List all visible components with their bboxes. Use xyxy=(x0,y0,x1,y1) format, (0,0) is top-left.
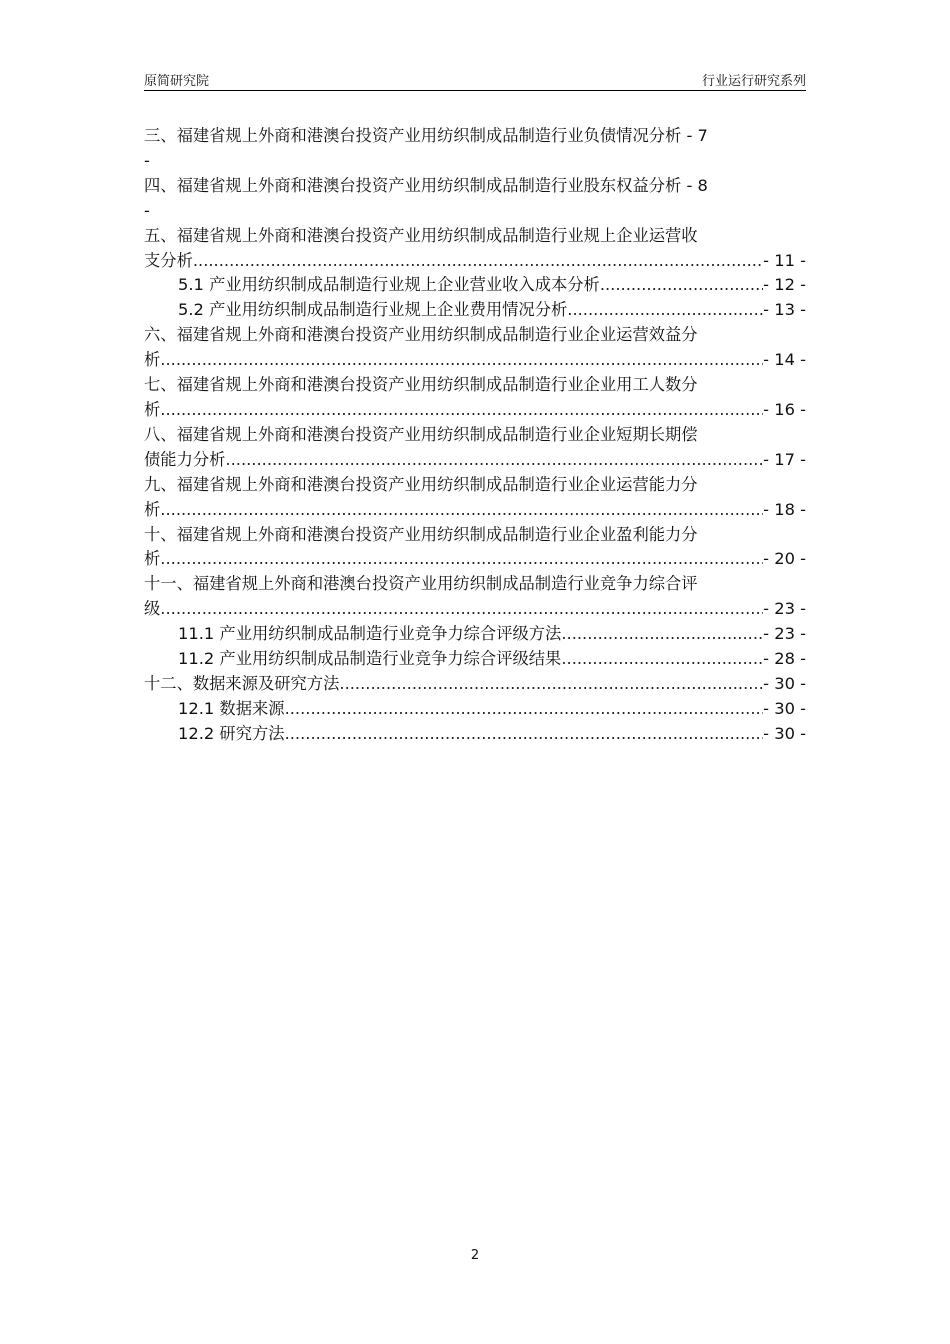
toc-entry-4[interactable] xyxy=(144,174,806,224)
toc-page-number: - 28 - xyxy=(763,649,806,669)
toc-leader-dots xyxy=(561,647,763,672)
toc-entry-5-1[interactable] xyxy=(144,273,806,298)
header-org: 原简研究院 xyxy=(144,74,210,89)
toc-leader-dots xyxy=(285,697,764,722)
toc-entry-5[interactable] xyxy=(144,224,806,274)
toc-entry-title: 5.1 产业用纺织制成品制造行业规上企业营业收入成本分析 xyxy=(178,275,600,295)
toc-page-number: - 12 - xyxy=(763,275,806,295)
toc-leader-dots xyxy=(193,249,763,274)
toc-entry-line: - xyxy=(144,150,150,170)
toc-leader-dots xyxy=(160,398,763,423)
toc-entry-title: 12.2 研究方法 xyxy=(178,723,285,743)
toc-page-number: - 16 - xyxy=(763,399,806,419)
toc-entry-title: 支分析 xyxy=(144,250,193,270)
toc-entry-title: 十二、数据来源及研究方法 xyxy=(144,673,340,693)
toc-leader-dots xyxy=(600,273,763,298)
table-of-contents xyxy=(144,124,806,747)
toc-leader-dots xyxy=(160,348,763,373)
toc-page-number: - 20 - xyxy=(763,549,806,569)
toc-leader-dots xyxy=(567,298,763,323)
toc-page-number: - 11 - xyxy=(763,250,806,270)
toc-entry-line: 九、福建省规上外商和港澳台投资产业用纺织制成品制造行业企业运营能力分 xyxy=(144,474,698,494)
toc-entry-line: 五、福建省规上外商和港澳台投资产业用纺织制成品制造行业规上企业运营收 xyxy=(144,225,698,245)
toc-leader-dots xyxy=(285,722,764,747)
toc-page-number: - 18 - xyxy=(763,499,806,519)
toc-entry-line: 七、福建省规上外商和港澳台投资产业用纺织制成品制造行业企业用工人数分 xyxy=(144,375,698,395)
toc-leader-dots xyxy=(339,672,763,697)
toc-entry-title: 析 xyxy=(144,399,161,419)
toc-entry-8[interactable] xyxy=(144,423,806,473)
toc-entry-line: 八、福建省规上外商和港澳台投资产业用纺织制成品制造行业企业短期长期偿 xyxy=(144,424,698,444)
toc-entry-title: 析 xyxy=(144,350,161,370)
toc-entry-line: 十一、福建省规上外商和港澳台投资产业用纺织制成品制造行业竞争力综合评 xyxy=(144,574,698,594)
toc-entry-12-2[interactable] xyxy=(144,722,806,747)
toc-entry-title: 11.2 产业用纺织制成品制造行业竞争力综合评级结果 xyxy=(178,649,562,669)
toc-leader-dots xyxy=(160,597,763,622)
toc-leader-dots xyxy=(160,498,763,523)
toc-entry-5-2[interactable] xyxy=(144,298,806,323)
toc-page-number: - 23 - xyxy=(763,599,806,619)
toc-entry-11-2[interactable] xyxy=(144,647,806,672)
toc-page-number: - 30 - xyxy=(763,723,806,743)
footer-page-number: 2 xyxy=(470,1248,480,1263)
toc-page-number: - 13 - xyxy=(763,300,806,320)
toc-entry-line: - xyxy=(144,200,150,220)
toc-entry-title: 级 xyxy=(144,599,161,619)
toc-entry-12-1[interactable] xyxy=(144,697,806,722)
toc-leader-dots xyxy=(225,448,763,473)
toc-page-number: - 23 - xyxy=(763,624,806,644)
toc-entry-12[interactable] xyxy=(144,672,806,697)
toc-entry-line: 六、福建省规上外商和港澳台投资产业用纺织制成品制造行业企业运营效益分 xyxy=(144,325,698,345)
toc-entry-title: 析 xyxy=(144,549,161,569)
page-header xyxy=(144,70,806,91)
toc-leader-dots xyxy=(160,547,763,572)
header-series: 行业运行研究系列 xyxy=(701,74,806,89)
toc-page-number: - 30 - xyxy=(763,673,806,693)
toc-entry-line: 四、福建省规上外商和港澳台投资产业用纺织制成品制造行业股东权益分析 - 8 xyxy=(144,175,708,195)
toc-page-number: - 14 - xyxy=(763,350,806,370)
toc-leader-dots xyxy=(561,622,763,647)
toc-entry-3[interactable] xyxy=(144,124,806,174)
toc-page-number: - 17 - xyxy=(763,449,806,469)
toc-entry-line: 三、福建省规上外商和港澳台投资产业用纺织制成品制造行业负债情况分析 - 7 xyxy=(144,126,708,145)
toc-entry-11[interactable] xyxy=(144,572,806,622)
toc-entry-10[interactable] xyxy=(144,523,806,573)
toc-entry-title: 5.2 产业用纺织制成品制造行业规上企业费用情况分析 xyxy=(178,300,568,320)
toc-entry-title: 11.1 产业用纺织制成品制造行业竞争力综合评级方法 xyxy=(178,624,562,644)
toc-entry-7[interactable] xyxy=(144,373,806,423)
toc-entry-9[interactable] xyxy=(144,473,806,523)
toc-page-number: - 30 - xyxy=(763,698,806,718)
toc-entry-title: 析 xyxy=(144,499,161,519)
toc-entry-6[interactable] xyxy=(144,323,806,373)
toc-entry-title: 债能力分析 xyxy=(144,449,226,469)
toc-entry-title: 12.1 数据来源 xyxy=(178,698,285,718)
toc-entry-line: 十、福建省规上外商和港澳台投资产业用纺织制成品制造行业企业盈利能力分 xyxy=(144,524,698,544)
toc-entry-11-1[interactable] xyxy=(144,622,806,647)
